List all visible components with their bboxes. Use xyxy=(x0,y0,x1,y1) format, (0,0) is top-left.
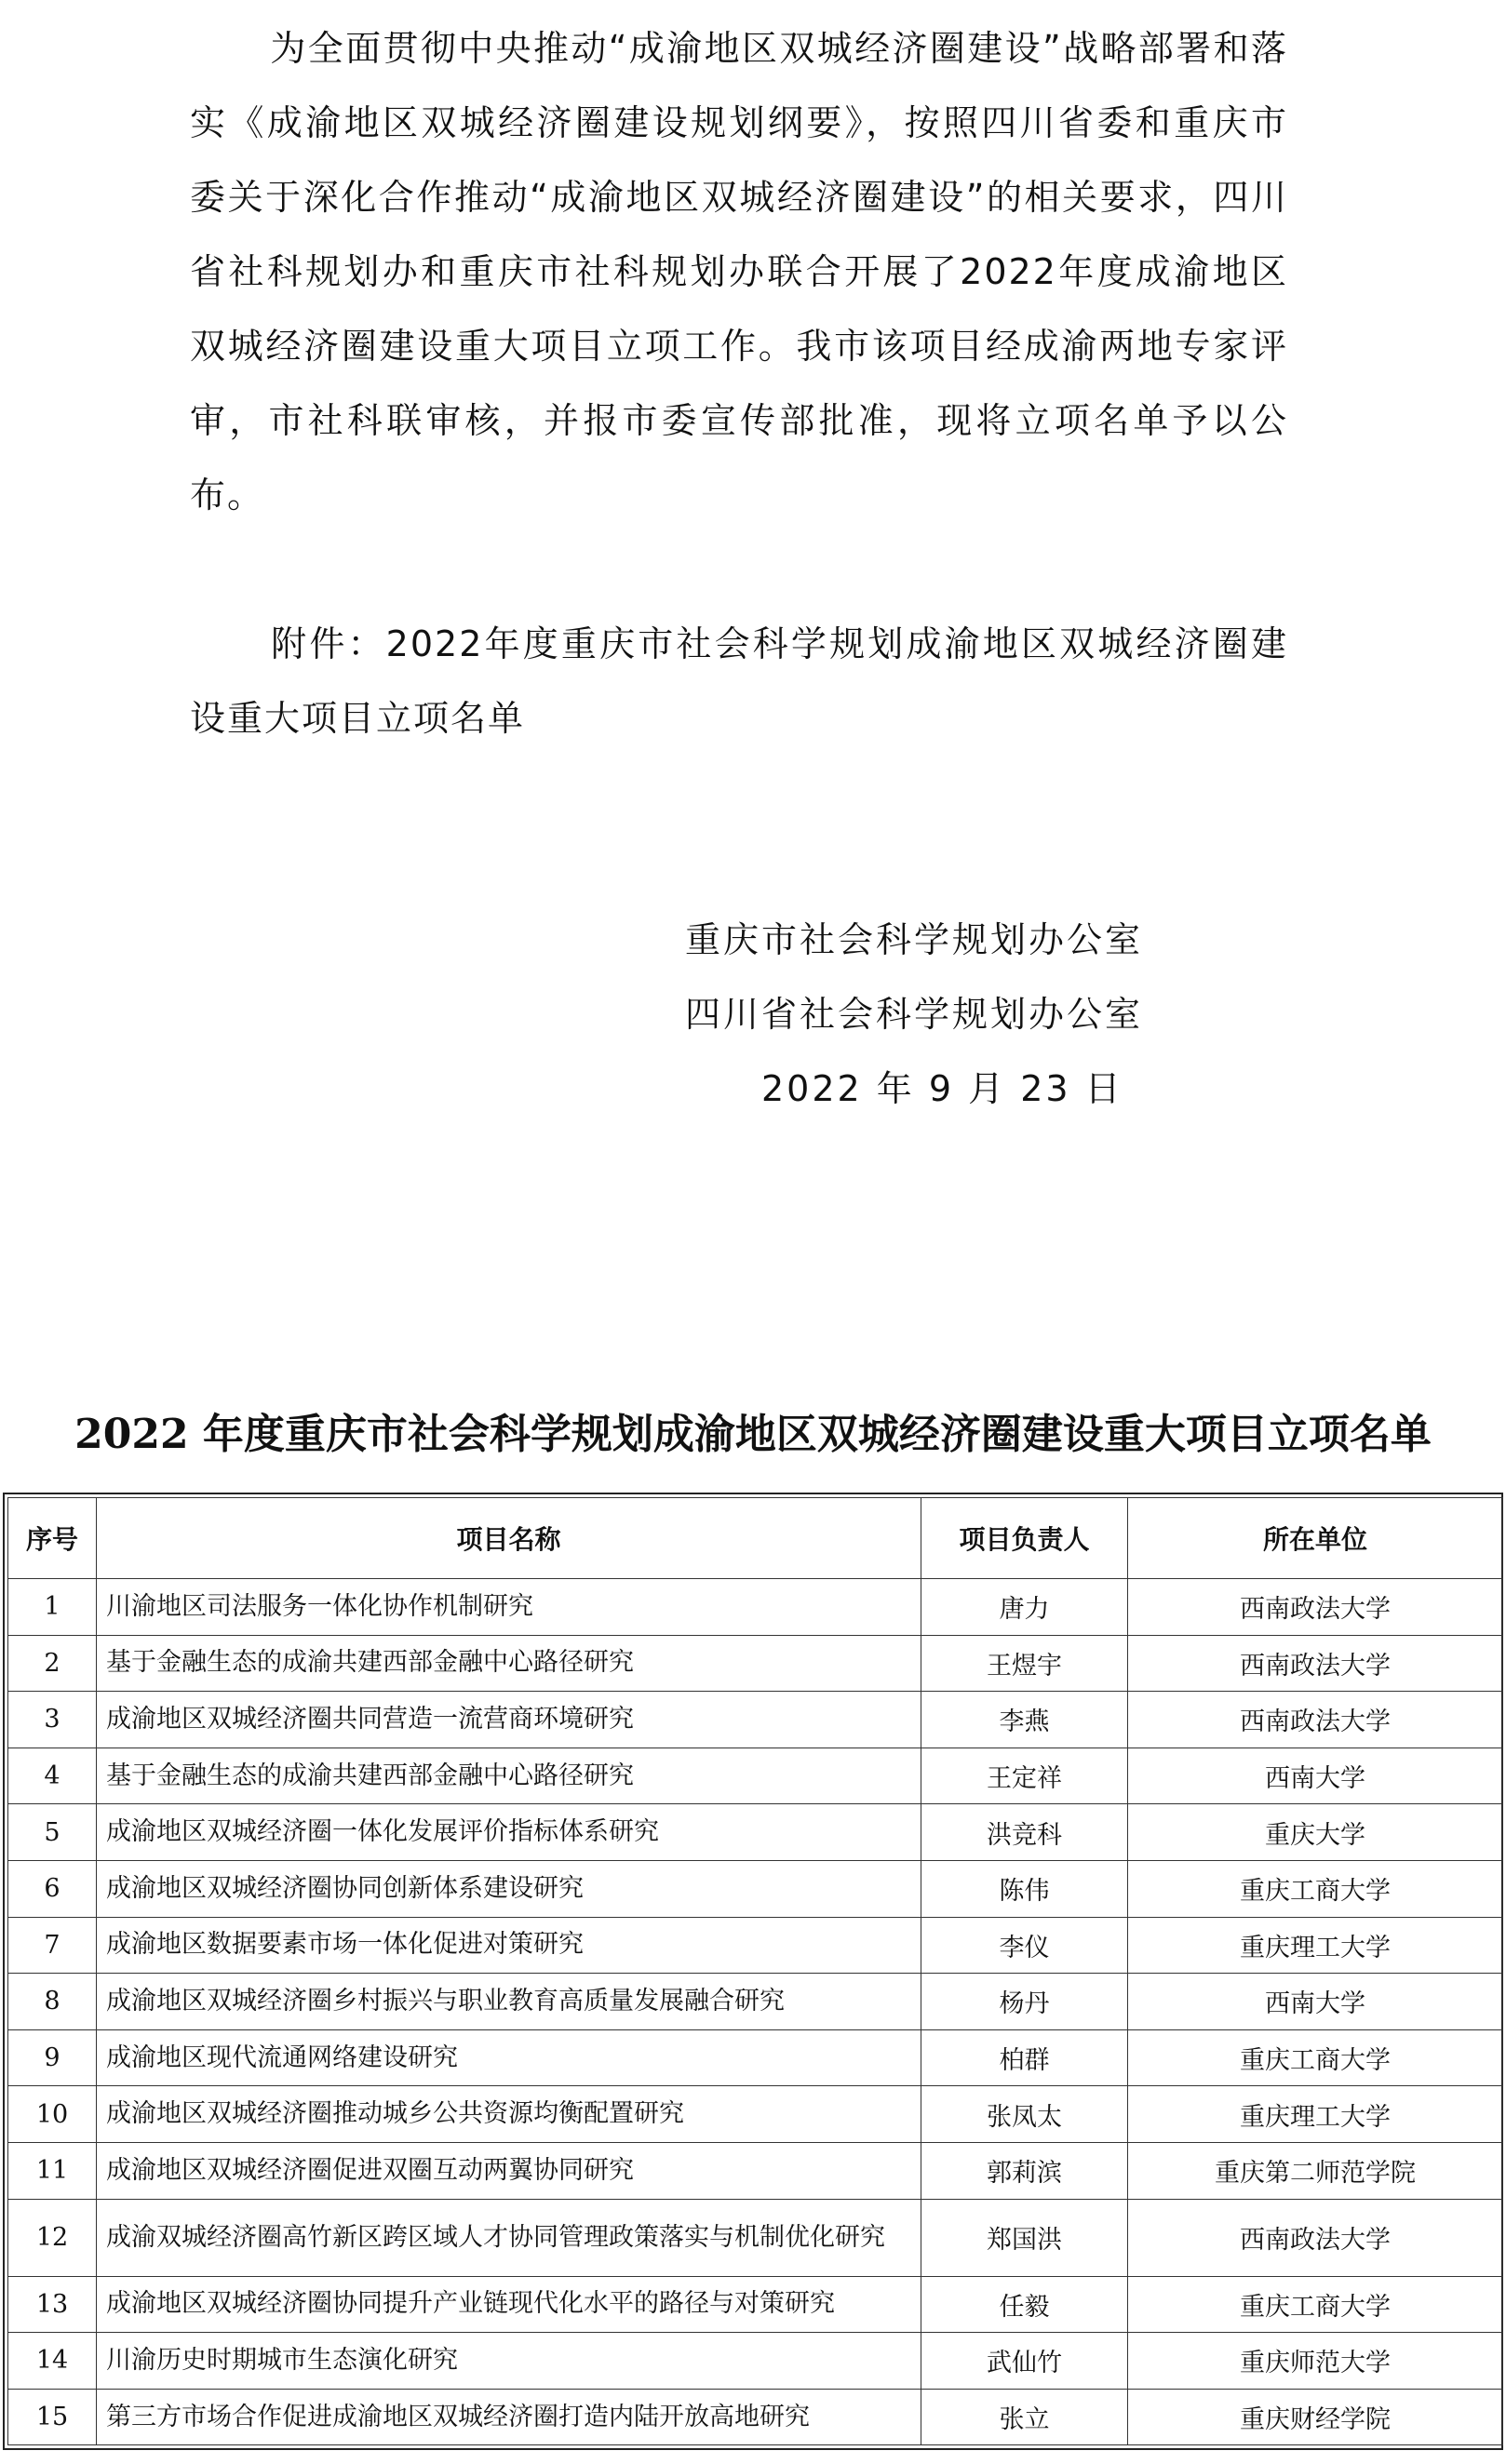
cell-name: 成渝地区双城经济圈一体化发展评价指标体系研究 xyxy=(97,1804,921,1861)
table-header-row xyxy=(8,1498,1503,1579)
cell-leader: 柏群 xyxy=(921,2029,1128,2086)
cell-name: 基于金融生态的成渝共建西部金融中心路径研究 xyxy=(97,1748,921,1804)
header-unit: 所在单位 xyxy=(1128,1498,1503,1579)
table-row xyxy=(8,1748,1503,1804)
cell-name: 成渝地区双城经济圈协同创新体系建设研究 xyxy=(97,1860,921,1917)
cell-unit: 西南政法大学 xyxy=(1128,2199,1503,2276)
cell-no: 8 xyxy=(8,1974,97,2030)
table-row xyxy=(8,2199,1503,2276)
cell-name: 川渝历史时期城市生态演化研究 xyxy=(97,2333,921,2390)
cell-unit: 西南大学 xyxy=(1128,1974,1503,2030)
cell-unit: 西南政法大学 xyxy=(1128,1635,1503,1692)
table-row xyxy=(8,1692,1503,1748)
notice-paragraph xyxy=(190,11,1288,532)
cell-leader: 王定祥 xyxy=(921,1748,1128,1804)
cell-no: 5 xyxy=(8,1804,97,1861)
project-table xyxy=(7,1497,1503,2445)
table-row xyxy=(8,1974,1503,2030)
cell-unit: 西南大学 xyxy=(1128,1748,1503,1804)
cell-leader: 洪竞科 xyxy=(921,1804,1128,1861)
cell-no: 6 xyxy=(8,1860,97,1917)
cell-unit: 重庆第二师范学院 xyxy=(1128,2142,1503,2199)
cell-unit: 重庆大学 xyxy=(1128,1804,1503,1861)
project-table-frame xyxy=(3,1493,1503,2450)
cell-leader: 陈伟 xyxy=(921,1860,1128,1917)
table-row xyxy=(8,1917,1503,1974)
cell-unit: 重庆财经学院 xyxy=(1128,2389,1503,2445)
cell-unit: 重庆理工大学 xyxy=(1128,2086,1503,2143)
cell-name: 成渝地区双城经济圈共同营造一流营商环境研究 xyxy=(97,1692,921,1748)
cell-no: 13 xyxy=(8,2276,97,2333)
header-name: 项目名称 xyxy=(97,1498,921,1579)
cell-leader: 郑国洪 xyxy=(921,2199,1128,2276)
attachment-note xyxy=(190,607,1288,756)
cell-no: 11 xyxy=(8,2142,97,2199)
cell-name: 第三方市场合作促进成渝地区双城经济圈打造内陆开放高地研究 xyxy=(97,2389,921,2445)
table-row xyxy=(8,1860,1503,1917)
cell-leader: 杨丹 xyxy=(921,1974,1128,2030)
signature-date: 2022 年 9 月 23 日 xyxy=(761,1068,1123,1109)
cell-unit: 重庆工商大学 xyxy=(1128,2276,1503,2333)
table-row xyxy=(8,2333,1503,2390)
header-no: 序号 xyxy=(8,1498,97,1579)
list-title: 2022 年度重庆市社会科学规划成渝地区双城经济圈建设重大项目立项名单 xyxy=(74,1411,1432,1458)
notice-paragraph-text: 为全面贯彻中央推动“成渝地区双城经济圈建设”战略部署和落实《成渝地区双城经济圈建设规划纲要》，按照四川省委和重庆市委关于深化合作推动“成渝地区双城经济圈建设”的相关要求，四川省社科规划办和重庆市社科规划办联合开展了2022年度成渝地区双城经济圈建设重大项目立项工作。我市该项目经成渝两地专家评审，市社科联审核，并报市委宣传部批准，现将立项名单予以公布。 xyxy=(190,28,1288,516)
cell-unit: 重庆理工大学 xyxy=(1128,1917,1503,1974)
table-row xyxy=(8,2086,1503,2143)
cell-no: 4 xyxy=(8,1748,97,1804)
cell-name: 成渝地区双城经济圈推动城乡公共资源均衡配置研究 xyxy=(97,2086,921,2143)
cell-leader: 任毅 xyxy=(921,2276,1128,2333)
table-row xyxy=(8,2389,1503,2445)
cell-no: 2 xyxy=(8,1635,97,1692)
table-row xyxy=(8,1579,1503,1636)
table-row xyxy=(8,2276,1503,2333)
cell-name: 成渝地区双城经济圈乡村振兴与职业教育高质量发展融合研究 xyxy=(97,1974,921,2030)
cell-name: 川渝地区司法服务一体化协作机制研究 xyxy=(97,1579,921,1636)
cell-no: 3 xyxy=(8,1692,97,1748)
header-leader: 项目负责人 xyxy=(921,1498,1128,1579)
cell-name: 成渝地区双城经济圈协同提升产业链现代化水平的路径与对策研究 xyxy=(97,2276,921,2333)
cell-name: 基于金融生态的成渝共建西部金融中心路径研究 xyxy=(97,1635,921,1692)
table-row xyxy=(8,1635,1503,1692)
cell-no: 10 xyxy=(8,2086,97,2143)
cell-no: 9 xyxy=(8,2029,97,2086)
cell-unit: 重庆工商大学 xyxy=(1128,1860,1503,1917)
cell-no: 7 xyxy=(8,1917,97,1974)
cell-no: 12 xyxy=(8,2199,97,2276)
cell-unit: 重庆工商大学 xyxy=(1128,2029,1503,2086)
cell-name: 成渝地区现代流通网络建设研究 xyxy=(97,2029,921,2086)
table-row xyxy=(8,2029,1503,2086)
attachment-note-text: 附件：2022年度重庆市社会科学规划成渝地区双城经济圈建设重大项目立项名单 xyxy=(190,623,1288,739)
signature-org-chongqing: 重庆市社会科学规划办公室 xyxy=(685,919,1144,960)
table-row xyxy=(8,1804,1503,1861)
cell-leader: 武仙竹 xyxy=(921,2333,1128,2390)
cell-unit: 西南政法大学 xyxy=(1128,1579,1503,1636)
cell-leader: 唐力 xyxy=(921,1579,1128,1636)
cell-unit: 西南政法大学 xyxy=(1128,1692,1503,1748)
cell-leader: 李仪 xyxy=(921,1917,1128,1974)
cell-name: 成渝地区数据要素市场一体化促进对策研究 xyxy=(97,1917,921,1974)
cell-leader: 张立 xyxy=(921,2389,1128,2445)
cell-leader: 李燕 xyxy=(921,1692,1128,1748)
cell-no: 15 xyxy=(8,2389,97,2445)
cell-name: 成渝地区双城经济圈促进双圈互动两翼协同研究 xyxy=(97,2142,921,2199)
cell-no: 14 xyxy=(8,2333,97,2390)
cell-name: 成渝双城经济圈高竹新区跨区域人才协同管理政策落实与机制优化研究 xyxy=(97,2199,921,2276)
cell-leader: 郭莉滨 xyxy=(921,2142,1128,2199)
table-row xyxy=(8,2142,1503,2199)
signature-org-sichuan: 四川省社会科学规划办公室 xyxy=(685,994,1144,1035)
cell-no: 1 xyxy=(8,1579,97,1636)
cell-unit: 重庆师范大学 xyxy=(1128,2333,1503,2390)
cell-leader: 王煜宇 xyxy=(921,1635,1128,1692)
cell-leader: 张凤太 xyxy=(921,2086,1128,2143)
